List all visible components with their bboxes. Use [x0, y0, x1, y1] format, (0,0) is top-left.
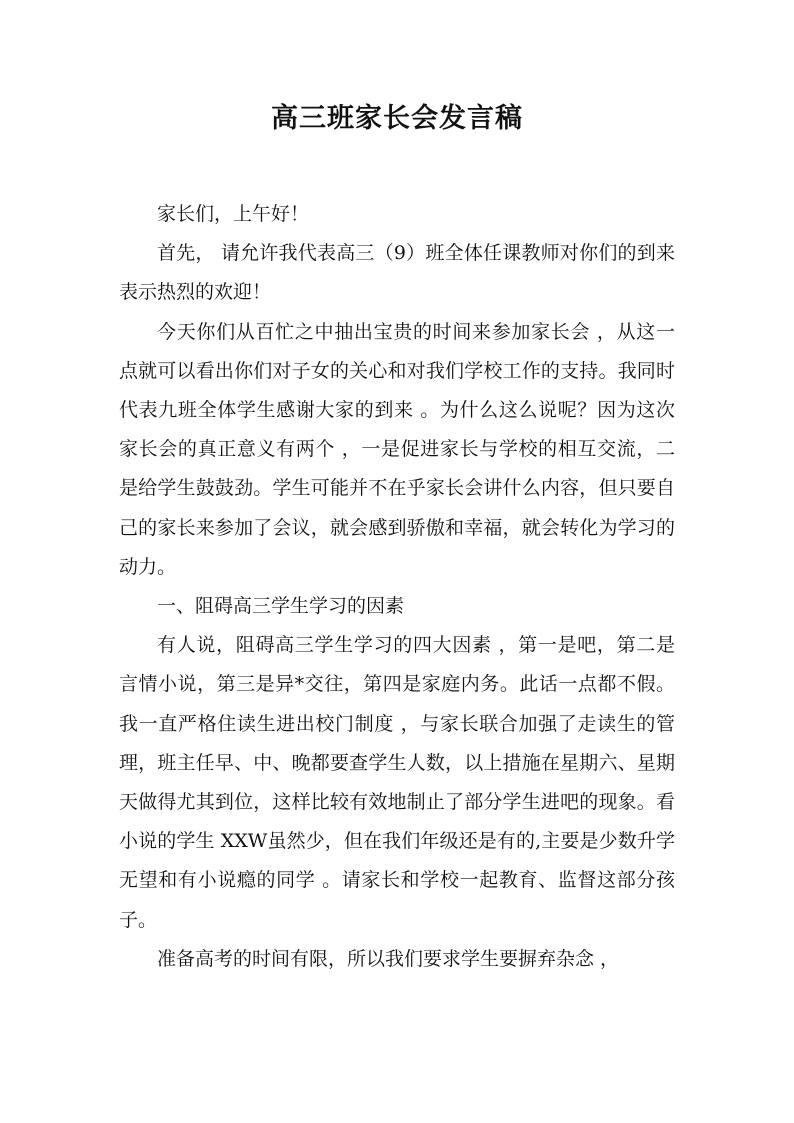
paragraph-welcome: 首先， 请允许我代表高三（9）班全体任课教师对你们的到来表示热烈的欢迎！	[119, 242, 675, 304]
paragraph-preparation: 准备高考的时间有限，所以我们要求学生要摒弃杂念 ，	[157, 947, 620, 970]
document-body	[119, 195, 675, 979]
document-title: 高三班家长会发言稿	[271, 103, 523, 134]
paragraph-greeting: 家长们，上午好！	[157, 203, 310, 225]
paragraph-thanks: 今天你们从百忙之中抽出宝贵的时间来参加家长会 ，从这一点就可以看出你们对子女的关心和对我们学校工作的支持。我同时代表九班全体学生感谢大家的到来 。为什么这么说呢？因为这次家长会的真正意义有两个 ，一是促进家长与学校的相互交流，二是给学生鼓鼓劲。学生可能并不在乎家长会讲什么内容，但只要自己的家长来参加了会议，就会感到骄傲和幸福，就会转化为学习的动力。	[119, 320, 675, 578]
section-heading: 一、阻碍高三学生学习的因素	[157, 595, 405, 618]
paragraph-factors: 有人说，阻碍高三学生学习的四大因素 ，第一是吧，第二是言情小说，第三是异*交往，第四是家庭内务。此话一点都不假。我一直严格住读生进出校门制度 ，与家长联合加强了走读生的管理，班主任早、中、晚都要查学生人数，以上措施在星期六、星期天做得尤其到位，这样比较有效地制止了部分学生进吧的现象。看小说的学生 XXW虽然少，但在我们年级还是有的,主要是少数升学无望和有小说瘾的同学 。请家长和学校一起教育、监督这部分孩子。	[119, 634, 675, 931]
